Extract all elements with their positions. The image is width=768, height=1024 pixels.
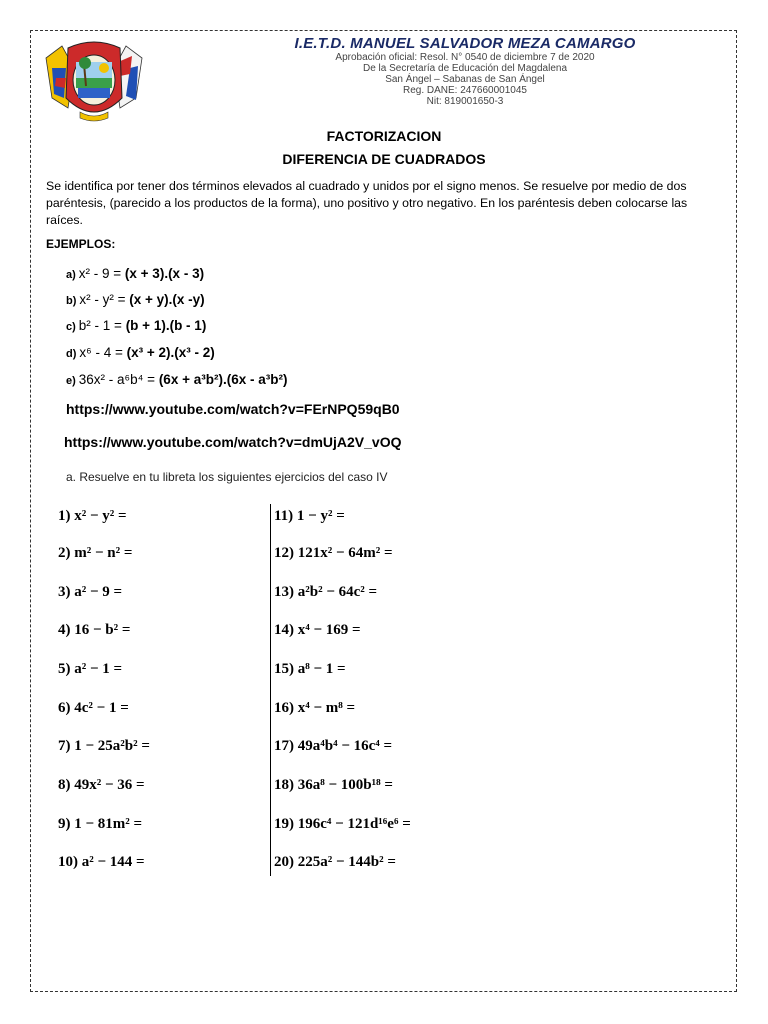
exercise-expression: 4c² − 1 =	[74, 700, 129, 716]
exercise-expression: x⁴ − 169 =	[297, 622, 361, 638]
exercise-number: 5)	[58, 661, 71, 677]
exercise-3	[58, 584, 122, 601]
example-expression: x⁶ - 4 =	[79, 345, 127, 360]
exercise-12	[274, 545, 393, 562]
exercise-expression: a² − 9 =	[74, 584, 123, 600]
exercise-number: 17)	[274, 738, 294, 754]
exercise-expression: 1 − y² =	[296, 508, 345, 524]
exercise-expression: a² − 144 =	[81, 854, 145, 870]
example-expression: x² - 9 =	[78, 266, 125, 281]
header-line-location: San Ángel – Sabanas de San Ángel	[385, 74, 545, 85]
example-result: (x + y).(x -y)	[129, 292, 205, 307]
exercise-expression: m² − n² =	[74, 545, 133, 561]
example-a	[66, 266, 204, 281]
example-result: (x + 3).(x - 3)	[124, 266, 205, 281]
exercise-14	[274, 622, 361, 639]
exercise-7	[58, 738, 150, 755]
examples-heading: EJEMPLOS:	[46, 237, 116, 251]
exercise-expression: 36a⁸ − 100b¹⁸ =	[297, 777, 393, 793]
exercise-15	[274, 661, 346, 678]
exercise-expression: x⁴ − m⁸ =	[297, 700, 356, 716]
header-line-dane: Reg. DANE: 247660001045	[403, 85, 527, 96]
page-title: FACTORIZACION	[326, 128, 442, 144]
exercise-4	[58, 622, 130, 639]
exercise-expression: 1 − 25a²b² =	[74, 738, 150, 754]
exercise-8	[58, 777, 145, 794]
exercise-number: 4)	[58, 622, 71, 638]
exercise-13	[274, 584, 377, 601]
example-result: (6x + a³b²).(6x - a³b²)	[158, 372, 288, 387]
example-e	[66, 372, 287, 387]
example-label: c)	[66, 321, 76, 333]
exercise-number: 16)	[274, 700, 294, 716]
exercise-5	[58, 661, 122, 678]
example-label: b)	[66, 295, 77, 307]
page-frame	[30, 30, 737, 992]
exercise-number: 2)	[58, 545, 71, 561]
exercise-number: 11)	[274, 508, 294, 524]
school-crest-logo	[38, 38, 150, 124]
example-expression: x² - y² =	[79, 292, 130, 307]
exercise-19	[274, 816, 411, 833]
column-divider	[270, 504, 271, 876]
exercise-expression: 16 − b² =	[74, 622, 131, 638]
exercise-number: 1)	[58, 508, 71, 524]
exercise-number: 13)	[274, 584, 294, 600]
exercise-2	[58, 545, 132, 562]
example-label: e)	[66, 375, 76, 387]
exercise-expression: 49x² − 36 =	[74, 777, 145, 793]
exercise-number: 12)	[274, 545, 294, 561]
youtube-link-2[interactable]: https://www.youtube.com/watch?v=dmUjA2V_vOQ	[64, 434, 402, 450]
page-subtitle: DIFERENCIA DE CUADRADOS	[282, 151, 486, 167]
exercise-1	[58, 508, 127, 525]
exercise-11	[274, 508, 345, 525]
exercise-number: 19)	[274, 816, 294, 832]
exercise-number: 10)	[58, 854, 78, 870]
exercise-number: 9)	[58, 816, 71, 832]
exercise-6	[58, 700, 129, 717]
example-label: d)	[66, 348, 77, 360]
exercise-expression: 1 − 81m² =	[74, 816, 143, 832]
exercise-number: 20)	[274, 854, 294, 870]
example-c	[66, 318, 206, 333]
example-expression: 36x² - a⁶b⁴ =	[78, 372, 159, 387]
exercise-10	[58, 854, 145, 871]
exercise-number: 7)	[58, 738, 71, 754]
exercise-expression: a²b² − 64c² =	[297, 584, 378, 600]
exercise-18	[274, 777, 393, 794]
example-result: (b + 1).(b - 1)	[125, 318, 207, 333]
exercise-number: 15)	[274, 661, 294, 677]
exercise-expression: x² − y² =	[74, 508, 127, 524]
exercise-expression: 49a⁴b⁴ − 16c⁴ =	[297, 738, 393, 754]
header-line-nit: Nit: 819001650-3	[426, 96, 504, 107]
exercise-number: 6)	[58, 700, 71, 716]
exercise-number: 3)	[58, 584, 71, 600]
school-header	[240, 35, 690, 107]
exercise-expression: a⁸ − 1 =	[297, 661, 346, 677]
exercise-9	[58, 816, 142, 833]
header-line-secretaria: De la Secretaría de Educación del Magdalena	[362, 63, 568, 74]
example-expression: b² - 1 =	[78, 318, 126, 333]
header-line-approval: Aprobación oficial: Resol. N° 0540 de diciembre 7 de 2020	[335, 52, 595, 63]
exercise-expression: 121x² − 64m² =	[297, 545, 393, 561]
exercise-20	[274, 854, 396, 871]
example-label: a)	[66, 269, 76, 281]
exercise-number: 14)	[274, 622, 294, 638]
example-result: (x³ + 2).(x³ - 2)	[126, 345, 215, 360]
exercise-expression: a² − 1 =	[74, 661, 123, 677]
exercise-17	[274, 738, 392, 755]
youtube-link-1[interactable]: https://www.youtube.com/watch?v=FErNPQ59qB0	[66, 401, 400, 417]
exercise-number: 18)	[274, 777, 294, 793]
example-b	[66, 292, 205, 307]
exercise-expression: 196c⁴ − 121d¹⁶e⁶ =	[297, 816, 411, 832]
exercise-expression: 225a² − 144b² =	[297, 854, 396, 870]
exercise-instruction: a. Resuelve en tu libreta los siguientes ejercicios del caso IV	[66, 470, 388, 484]
exercise-16	[274, 700, 355, 717]
description-paragraph: Se identifica por tener dos términos elevados al cuadrado y unidos por el signo menos. Se resuelve por medio de dos paréntesis, (parecido a los productos de la forma), uno positivo y otro negativo. En los paréntesis deben colocarse las raíces.	[46, 179, 688, 227]
school-name: I.E.T.D. MANUEL SALVADOR MEZA CAMARGO	[294, 35, 636, 52]
exercise-number: 8)	[58, 777, 71, 793]
example-d	[66, 345, 215, 360]
